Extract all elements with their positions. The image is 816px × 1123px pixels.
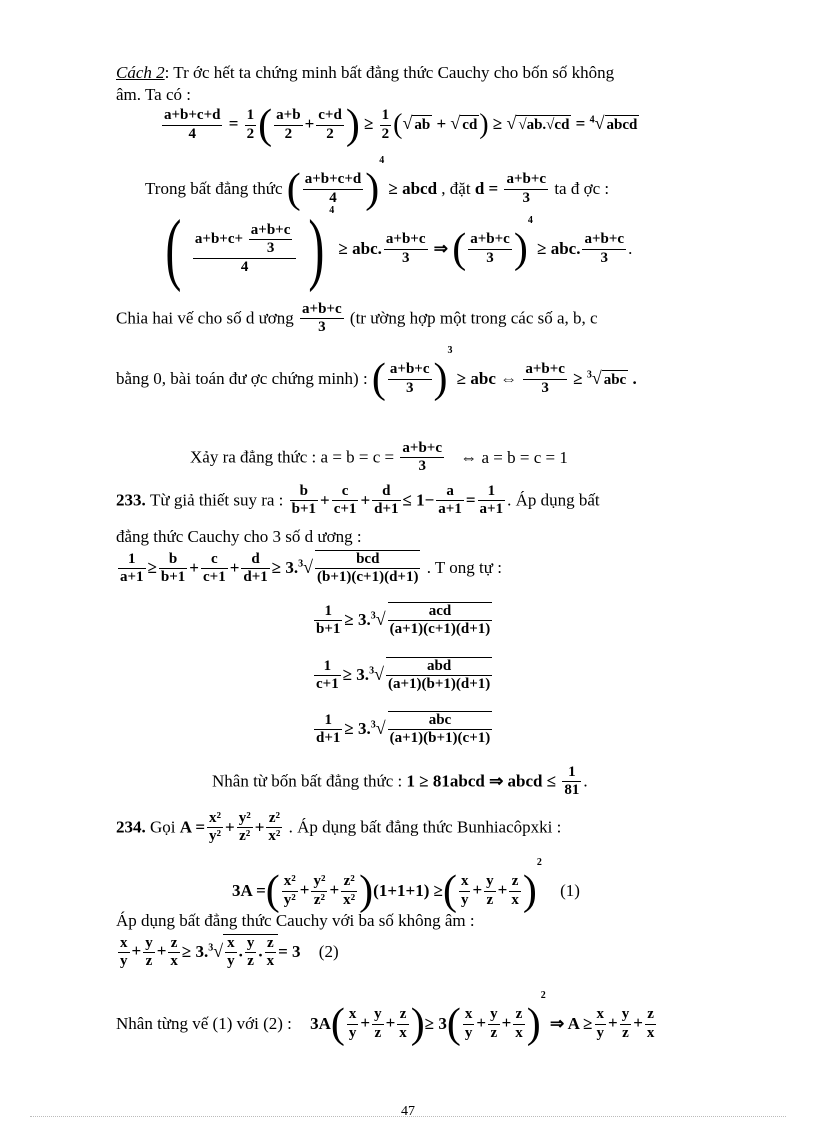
p234-nhan: Nhân từng vế (1) với (2) : 3A( $\frac{x}{y}$ + $\frac{y}{z}$ + $\frac{z}{x}$ )≥ 3( $\frac{x}{y}$ + $\frac{y}{z}$ + $\frac{z}{x}$ )$^2$ ⇒ A ≥ $\frac{x}{y}$ + $\frac{y}{z}$ + $\frac{z}{x}$ (116, 990, 655, 1048)
p233-ineq: $\frac{1}{a+1}$ ≥ $\frac{b}{b+1}$ + $\frac{c}{c+1}$ + $\frac{d}{d+1}$ ≥ 3.$^3$√ $\frac{\text{bcd}}{(b+1)(c+1)(d+1)}$ . T ong tự : (120, 550, 502, 586)
xay-line: Xảy ra đẳng thức : a = b = c = $\frac{a+b+c}{3}$ ⇔ a = b = c = 1 (190, 440, 568, 475)
bang-line: bằng 0, bài toán đư ợc chứng minh) : ( $\frac{a+b+c}{3}$ )$^3$ ≥ abc ⇔ $\frac{a+b+c}{3}$ ≥ $^3$√ abc . (116, 345, 637, 403)
method2-title: Cách 2 (116, 63, 165, 82)
eq1: $\frac{a+b+c+d}{4}$ = $\frac{1}{2}$ ( $\frac{a+b}{2}$ + $\frac{c+d}{2}$ ) ≥ $\frac{1}{2}$ (√ ab + √ cd) ≥ √ √ab.√cd = $^4$√ abcd (164, 102, 638, 148)
tuong-eq2: $\frac{1}{c+1}$ ≥ 3.$^3$√ $\frac{\text{abd}}{(a+1)(b+1)(d+1)}$ (316, 657, 491, 693)
page-number: 47 (401, 1104, 415, 1119)
p234-cauchy: Áp dụng bất đẳng thức Cauchy với ba số không âm : (116, 911, 475, 930)
nhan-line: Nhân từ bốn bất đẳng thức : 1 ≥ 81abcd ⇒ abcd ≤ $\frac{1}{81}$ . (212, 764, 588, 799)
p233-line1: 233. Từ giả thiết suy ra : $\frac{b}{b+1}$ + $\frac{c}{c+1}$ + $\frac{d}{d+1}$ ≤ 1− $\frac{a}{a+1}$ = $\frac{1}{a+1}$ . Áp dụng bất (116, 483, 600, 518)
chia-line: Chia hai vế cho số d ương $\frac{a+b+c}{3}$ (tr ường hợp một trong các số a, b, c (116, 301, 598, 336)
eq2: ( a+b+c+ $\frac{a+b+c}{3}$ 4 ) $^4$ ≥ abc. $\frac{a+b+c}{3}$ ⇒ ( $\frac{a+b+c}{3}$ )$^4$ ≥ abc. $\frac{a+b+c}{3}$ . (165, 205, 633, 294)
method2-line (116, 63, 614, 83)
method2-line1: : Tr ớc hết ta chứng minh bất đẳng thức Cauchy cho bốn số không (164, 63, 615, 82)
tuong-eq3: $\frac{1}{d+1}$ ≥ 3.$^3$√ $\frac{\text{abc}}{(a+1)(b+1)(c+1)}$ (316, 711, 491, 747)
p234-eq2: $\frac{x}{y}$ + $\frac{y}{z}$ + $\frac{z}{x}$ ≥ 3.$^3$√ $\frac{x}{y}$ . $\frac{y}{z}$ . $\frac{z}{x}$ = 3 (2) (120, 934, 339, 970)
p234-line1: 234. Gọi A = $\frac{\text{x²}}{\text{y²}}$ + $\frac{\text{y²}}{\text{z²}}$ + $\frac{\text{z²}}{\text{x²}}$ . Áp dụng bất đẳng thức Bunhiacôpxki : (116, 810, 562, 845)
p234-eq1: 3A =( $\frac{\text{x²}}{\text{y²}}$ + $\frac{\text{y²}}{\text{z²}}$ + $\frac{\text{z²}}{\text{x²}}$ )(1+1+1) ≥( $\frac{x}{y}$ + $\frac{y}{z}$ + $\frac{z}{x}$ )$^2$ (1) (232, 857, 580, 915)
tuong-eq1: $\frac{1}{b+1}$ ≥ 3.$^3$√ $\frac{\text{acd}}{(a+1)(c+1)(d+1)}$ (316, 602, 491, 638)
line-trong: Trong bất đẳng thức ( $\frac{a+b+c+d}{4}$ )$^4$ ≥ abcd , đặt d = $\frac{a+b+c}{3}$ ta đ ợc : (145, 155, 610, 213)
footer-divider (30, 1116, 786, 1117)
p233-line2: đẳng thức Cauchy cho 3 số d ương : (116, 527, 362, 546)
method2-line2: âm. Ta có : (116, 85, 191, 104)
